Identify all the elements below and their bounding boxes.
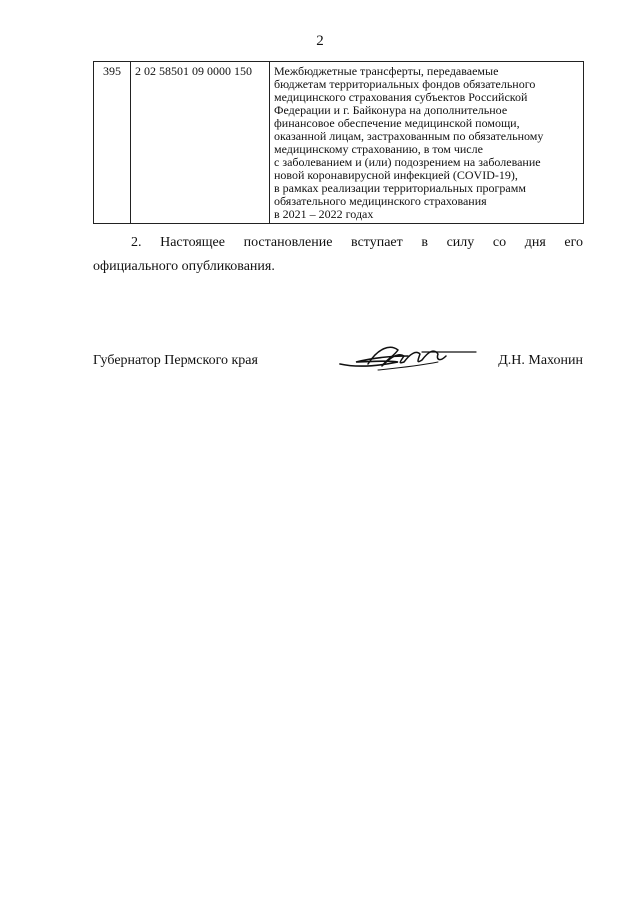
description-line: в 2021 – 2022 годах: [274, 207, 374, 221]
description-line: медицинскому страхованию, в том числе: [274, 142, 483, 156]
admin-code-cell: 395: [94, 62, 131, 224]
description-line: Межбюджетные трансферты, передаваемые: [274, 64, 499, 78]
paragraph-line-1: 2. Настоящее постановление вступает в силу со дня его: [131, 235, 583, 250]
description-line: медицинского страхования субъектов Российской: [274, 90, 528, 104]
description-line: Федерации и г. Байконура на дополнительное: [274, 103, 508, 117]
table-row: [94, 62, 584, 224]
description-cell: [270, 62, 584, 224]
handwritten-signature: [338, 340, 478, 376]
description-line: обязательного медицинского страхования: [274, 194, 487, 208]
description-line: в рамках реализации территориальных программ: [274, 181, 526, 195]
signer-title: Губернатор Пермского края: [93, 353, 258, 368]
budget-table: [93, 61, 584, 224]
description-line: оказанной лицам, застрахованным по обязательному: [274, 129, 544, 143]
signature-block: [93, 340, 583, 390]
signer-name: Д.Н. Махонин: [498, 353, 583, 368]
description-line: бюджетам территориальных фондов обязательного: [274, 77, 536, 91]
paragraph-line-2: официального опубликования.: [93, 259, 275, 274]
page-number: 2: [316, 33, 324, 49]
description-line: с заболеванием и (или) подозрением на заболевание: [274, 155, 541, 169]
budget-code-cell: 2 02 58501 09 0000 150: [131, 62, 270, 224]
description-line: финансовое обеспечение медицинской помощи,: [274, 116, 520, 130]
budget-table-body: [94, 62, 584, 224]
description-line: новой коронавирусной инфекцией (COVID-19),: [274, 168, 518, 182]
